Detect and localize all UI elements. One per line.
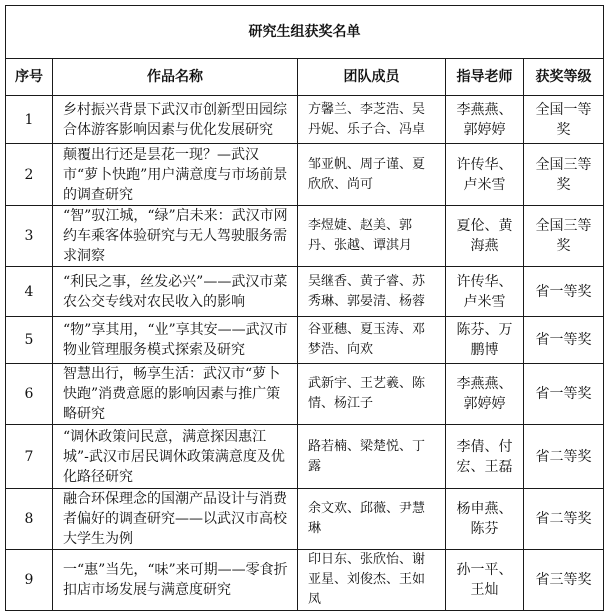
award-level-cell: 省一等奖	[524, 267, 604, 317]
team-members-cell: 余文欢、邱薇、尹慧琳	[298, 489, 446, 550]
table-row	[6, 425, 604, 489]
work-title-cell: 一“惠”当先，“味”来可期——零食折扣店市场发展与满意度研究	[53, 550, 298, 611]
team-members-cell: 方馨兰、李芝浩、吴丹妮、乐子合、冯卓	[298, 96, 446, 144]
table-title-row	[6, 6, 604, 59]
advisors-cell: 夏伦、黄海燕	[446, 206, 524, 267]
team-members-cell: 印日东、张欣怡、谢亚星、刘俊杰、王如凤	[298, 550, 446, 611]
work-title-cell: “物”享其用，“业”享其安——武汉市物业管理服务模式探索及研究	[53, 317, 298, 364]
award-list-table	[5, 5, 604, 611]
award-level-cell: 省一等奖	[524, 317, 604, 364]
team-members-cell: 谷亚穗、夏玉涛、邓梦浩、向欢	[298, 317, 446, 364]
row-number-cell: 5	[6, 317, 53, 364]
team-members-cell: 李煜婕、赵美、郭丹、张越、谭淇月	[298, 206, 446, 267]
row-number-cell: 9	[6, 550, 53, 611]
row-number-cell: 7	[6, 425, 53, 489]
advisors-cell: 李倩、付宏、王磊	[446, 425, 524, 489]
team-members-cell: 武新宇、王艺羲、陈情、杨江子	[298, 364, 446, 425]
award-level-cell: 全国一等奖	[524, 96, 604, 144]
team-members-cell: 邹亚帆、周子谨、夏欣欣、尚可	[298, 144, 446, 206]
work-title-cell: “利民之事，丝发必兴”——武汉市菜农公交专线对农民收入的影响	[53, 267, 298, 317]
row-number-cell: 1	[6, 96, 53, 144]
row-number-cell: 8	[6, 489, 53, 550]
work-title-cell: 颠覆出行还是昙花一现？—武汉市“萝卜快跑”用户满意度与市场前景的调查研究	[53, 144, 298, 206]
table-row	[6, 489, 604, 550]
work-title-cell: 融合环保理念的国潮产品设计与消费者偏好的调查研究——以武汉市高校大学生为例	[53, 489, 298, 550]
table-row	[6, 144, 604, 206]
award-level-cell: 省一等奖	[524, 364, 604, 425]
table-row	[6, 317, 604, 364]
advisors-cell: 许传华、卢米雪	[446, 144, 524, 206]
header-advisors: 指导老师	[446, 59, 524, 96]
table-title: 研究生组获奖名单	[6, 6, 604, 59]
work-title-cell: “调休政策问民意，满意探因惠江城”-武汉市居民调休政策满意度及优化路径研究	[53, 425, 298, 489]
row-number-cell: 4	[6, 267, 53, 317]
row-number-cell: 2	[6, 144, 53, 206]
team-members-cell: 路若楠、梁楚悦、丁露	[298, 425, 446, 489]
work-title-cell: 智慧出行，畅享生活：武汉市“萝卜快跑”消费意愿的影响因素与推广策略研究	[53, 364, 298, 425]
table-row	[6, 96, 604, 144]
row-number-cell: 3	[6, 206, 53, 267]
team-members-cell: 吴继香、黄子睿、苏秀琳、郭晏清、杨蓉	[298, 267, 446, 317]
header-award-level: 获奖等级	[524, 59, 604, 96]
table-row	[6, 364, 604, 425]
award-level-cell: 省二等奖	[524, 489, 604, 550]
header-team-members: 团队成员	[298, 59, 446, 96]
advisors-cell: 杨申燕、陈芬	[446, 489, 524, 550]
advisors-cell: 陈芬、万鹏博	[446, 317, 524, 364]
table-row	[6, 550, 604, 611]
advisors-cell: 孙一平、王灿	[446, 550, 524, 611]
row-number-cell: 6	[6, 364, 53, 425]
header-number: 序号	[6, 59, 53, 96]
award-level-cell: 省二等奖	[524, 425, 604, 489]
award-level-cell: 全国三等奖	[524, 144, 604, 206]
table-row	[6, 206, 604, 267]
work-title-cell: 乡村振兴背景下武汉市创新型田园综合体游客影响因素与优化发展研究	[53, 96, 298, 144]
table-header-row	[6, 59, 604, 96]
advisors-cell: 许传华、卢米雪	[446, 267, 524, 317]
award-level-cell: 全国三等奖	[524, 206, 604, 267]
header-work-title: 作品名称	[53, 59, 298, 96]
award-level-cell: 省三等奖	[524, 550, 604, 611]
advisors-cell: 李燕燕、郭婷婷	[446, 364, 524, 425]
table-row	[6, 267, 604, 317]
work-title-cell: “智”驭江城，“绿”启未来：武汉市网约车乘客体验研究与无人驾驶服务需求洞察	[53, 206, 298, 267]
advisors-cell: 李燕燕、郭婷婷	[446, 96, 524, 144]
